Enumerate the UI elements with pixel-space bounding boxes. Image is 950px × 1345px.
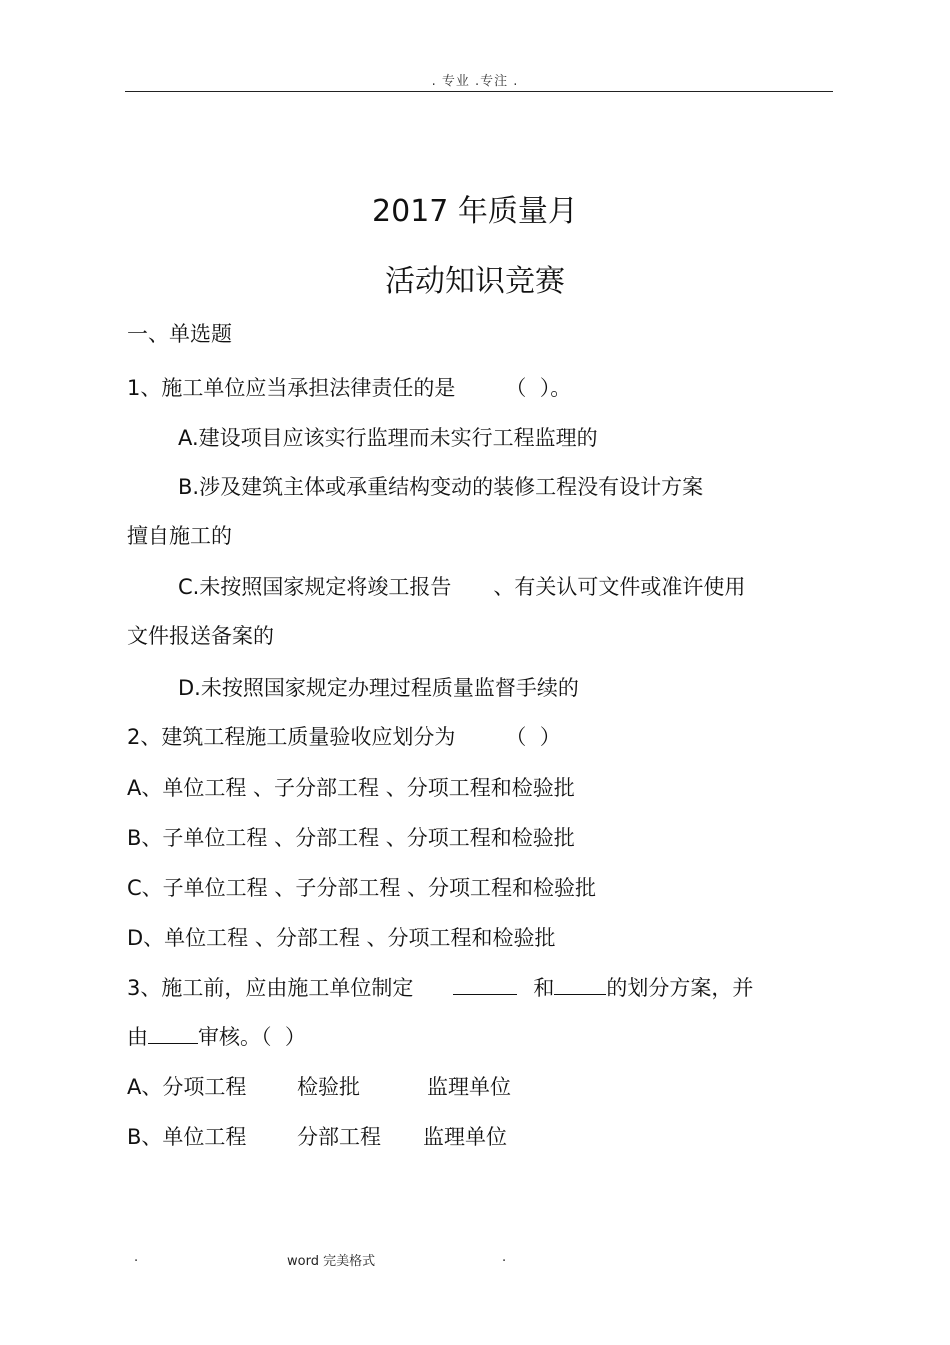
- q3-stem-line2-b: 审核。（ ）: [198, 1025, 306, 1049]
- q1-option-a: A.建设项目应该实行监理而未实行工程监理的: [178, 426, 598, 450]
- q2-option-a: A、单位工程 、子分部工程 、分项工程和检验批: [127, 776, 575, 800]
- section-heading: 一、单选题: [127, 322, 232, 346]
- q3-option-b-col2: 分部工程: [297, 1125, 381, 1149]
- q2-paren: （ ）: [505, 725, 561, 749]
- q3-stem-part1: 3、施工前，应由施工单位制定: [127, 976, 414, 1000]
- q3-stem-line2: [127, 1021, 306, 1052]
- q2-option-b: B、子单位工程 、分部工程 、分项工程和检验批: [127, 826, 575, 850]
- q3-stem-line2-a: 由: [127, 1025, 148, 1049]
- q3-option-b-col3: 监理单位: [423, 1125, 507, 1149]
- footer-right-dot: .: [502, 1250, 507, 1265]
- q1-option-d: D.未按照国家规定办理过程质量监督手续的: [178, 676, 579, 700]
- header-divider: [125, 91, 833, 92]
- q3-stem-part2: 和: [533, 976, 555, 1000]
- q3-option-b-col1: B、单位工程: [127, 1125, 247, 1149]
- footer-left-dot: .: [134, 1250, 139, 1265]
- q2-stem-text: 2、建筑工程施工质量验收应划分为: [127, 725, 456, 749]
- q3-option-a-col2: 检验批: [297, 1075, 360, 1099]
- q1-stem: [127, 373, 571, 403]
- q1-option-b-line2: 擅自施工的: [127, 524, 232, 548]
- q3-stem-part3: 的划分方案，并: [606, 976, 754, 1000]
- q1-option-b-line1: B.涉及建筑主体或承重结构变动的装修工程没有设计方案: [178, 475, 704, 499]
- q3-blank-3: [148, 1021, 198, 1044]
- q3-option-a-col3: 监理单位: [427, 1075, 511, 1099]
- footer-center-text: word 完美格式: [287, 1254, 376, 1269]
- header-text: . 专业 .专注 .: [431, 74, 519, 89]
- q3-option-a-col1: A、分项工程: [127, 1075, 247, 1099]
- q2-stem: [127, 722, 561, 752]
- q1-option-c-line1: [178, 572, 745, 602]
- q2-option-c: C、子单位工程 、子分部工程 、分项工程和检验批: [127, 876, 597, 900]
- document-title-line2: 活动知识竞赛: [385, 264, 565, 299]
- q1-paren: （ ）。: [505, 376, 572, 400]
- q3-blank-1: [453, 972, 517, 995]
- q2-option-d: D、单位工程 、分部工程 、分项工程和检验批: [127, 926, 556, 950]
- q1-stem-text: 1、施工单位应当承担法律责任的是: [127, 376, 456, 400]
- q3-stem-line1: [127, 972, 753, 1003]
- q1-option-c-part1: C.未按照国家规定将竣工报告: [178, 575, 452, 599]
- q1-option-c-line2: 文件报送备案的: [127, 624, 274, 648]
- document-title-line1: 2017 年质量月: [372, 194, 578, 229]
- q1-option-c-part2: 、有关认可文件或准许使用: [493, 575, 746, 599]
- q3-blank-2: [554, 972, 606, 995]
